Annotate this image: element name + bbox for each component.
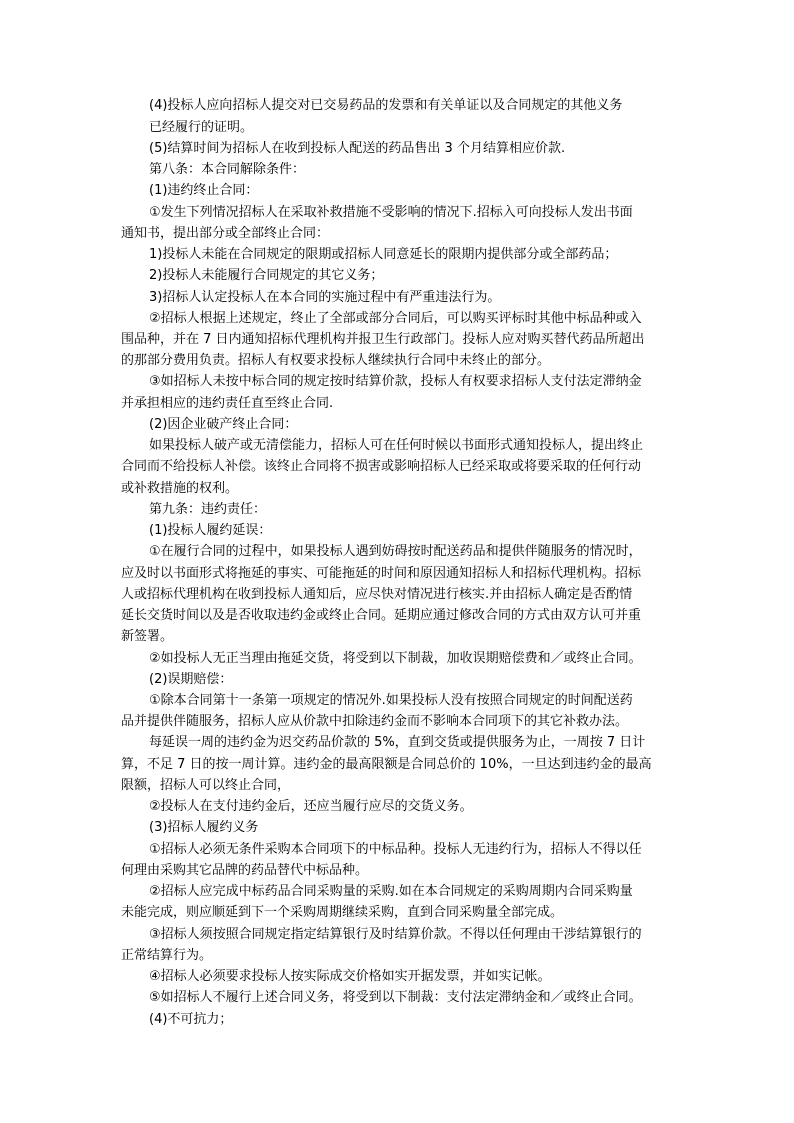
text-line: 的那部分费用负责。招标人有权要求投标人继续执行合同中未终止的部分。 [121, 353, 551, 368]
text-line: 并承担相应的违约责任直至终止合同. [121, 396, 334, 411]
text-line: 2)投标人未能履行合同规定的其它义务； [149, 268, 384, 283]
text-line: 每延误一周的违约金为迟交药品价款的 5%，直到交货或提供服务为止，一周按 7 日计 [149, 735, 646, 750]
text-line: 通知书，提出部分或全部终止合同： [121, 226, 330, 241]
text-line: 品并提供伴随服务，招标人应从价款中扣除违约金而不影响本合同项下的其它补救办法。 [121, 714, 629, 729]
text-line: ①发生下列情况招标人在采取补救措施不受影响的情况下.招标入可向投标人发出书面 [149, 205, 633, 220]
text-line: ①除本合同第十一条第一项规定的情况外.如果投标人没有按照合同规定的时间配送药 [149, 693, 633, 708]
text-line: ①招标人必须无条件采购本合同项下的中标品种。投标人无违约行为，招标人不得以任 [149, 842, 642, 857]
text-line: (4)投标人应向招标人提交对已交易药品的发票和有关单证以及合同规定的其他义务 [149, 98, 623, 113]
subsection-heading: (2)因企业破产终止合同： [149, 417, 298, 432]
text-line: ②如投标人无正当理由拖延交货，将受到以下制裁，加收误期赔偿费和／或终止合同。 [149, 651, 642, 666]
text-line: ④招标人必须要求投标人按实际成交价格如实开据发票，并如实记帐。 [149, 969, 551, 984]
text-line: 未能完成，则应顺延到下一个采购周期继续采购，直到合同采购量全部完成。 [121, 905, 564, 920]
text-line: 合同而不给投标人补偿。该终止合同将不损害或影响招标人已经采取或将要采取的任何行动 [121, 459, 642, 474]
text-line: 1)投标人未能在合同规定的限期或招标人同意延长的限期内提供部分或全部药品； [149, 247, 618, 262]
text-line: 算，不足 7 日的按一周计算。违约金的最高限额是合同总价的 10%，一旦达到违约金的最高 [121, 757, 652, 772]
text-line: ⑤如招标人不履行上述合同义务，将受到以下制裁：支付法定滞纳金和／或终止合同。 [149, 990, 642, 1005]
section-heading: 第九条：违约责任： [149, 502, 267, 517]
text-line: 人或招标代理机构在收到投标人通知后，应尽快对情况进行核实.并由招标人确定是否酌情 [121, 587, 633, 602]
subsection-heading: (1)违约终止合同： [149, 183, 259, 198]
text-line: 何理由采购其它品牌的药品替代中标品种。 [121, 863, 369, 878]
text-line: ②招标人根据上述规定，终止了全部或部分合同后，可以购买评标时其他中标品种或入 [149, 311, 642, 326]
text-line: 延长交货时间以及是否收取违约金或终止合同。延期应通过修改合同的方式由双方认可并重 [121, 608, 642, 623]
text-line: 3)招标人认定投标人在本合同的实施过程中有严重违法行为。 [149, 290, 501, 305]
subsection-heading: (3)招标人履约义务 [149, 820, 259, 835]
subsection-heading: (1)投标人履约延误： [149, 523, 272, 538]
text-line: 应及时以书面形式将拖延的事实、可能拖延的时间和原因通知招标人和招标代理机构。招标 [121, 566, 642, 581]
text-line: 如果投标人破产或无清偿能力，招标人可在任何时候以书面形式通知投标人，提出终止 [149, 438, 644, 453]
text-line: 已经履行的证明。 [149, 120, 254, 135]
text-line: ③如招标人未按中标合同的规定按时结算价款，投标人有权要求招标人支付法定滞纳金 [149, 374, 642, 389]
text-line: 限额，招标人可以终止合同， [121, 778, 291, 793]
text-line: 新签署。 [121, 629, 174, 644]
text-line: 正常结算行为。 [121, 948, 213, 963]
text-line: ③招标人须按照合同规定指定结算银行及时结算价款。不得以任何理由干涉结算银行的 [149, 927, 642, 942]
text-line: 或补救措施的权利。 [121, 481, 239, 496]
subsection-heading: (2)误期赔偿： [149, 672, 233, 687]
section-heading: 第八条：本合同解除条件： [149, 162, 306, 177]
text-line: ①在履行合同的过程中，如果投标人遇到妨碍按时配送药品和提供伴随服务的情况时， [149, 544, 642, 559]
text-line: 围品种，并在 7 日内通知招标代理机构并报卫生行政部门。投标人应对购买替代药品所超出 [121, 332, 645, 347]
text-line: (5)结算时间为招标人在收到投标人配送的药品售出 3 个月结算相应价款. [149, 141, 566, 156]
text-line: ②投标人在支付违约金后，还应当履行应尽的交货义务。 [149, 799, 473, 814]
subsection-heading: (4)不可抗力； [149, 1012, 233, 1027]
text-line: ②招标人应完成中标药品合同采购量的采购.如在本合同规定的采购周期内合同采购量 [149, 884, 633, 899]
